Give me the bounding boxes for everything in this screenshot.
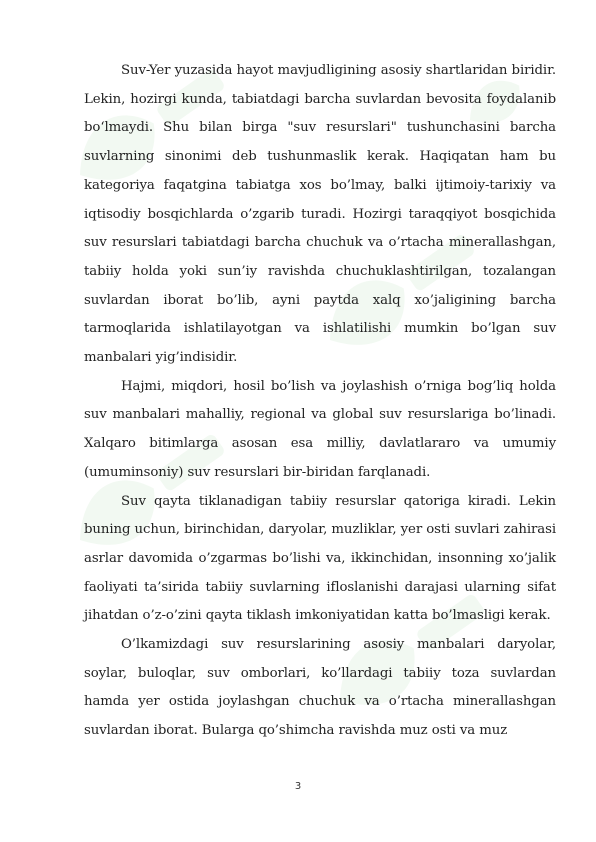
page-number: 3	[294, 781, 302, 792]
paragraph-4: O’lkamizdagi suv resurslarining asosiy manbalari daryolar, soylar, buloqlar, suv omborlari, ko’llardagi tabiiy toza suvlardan hamda yer ostida joylashgan chuchuk va o’rtacha minerallashgan suvlardan iborat. Bularga qo’shimcha ravishda muz osti va muz	[84, 637, 556, 739]
paragraph-3: Suv qayta tiklanadigan tabiiy resurslar qatoriga kiradi. Lekin buning uchun, birinchidan, daryolar, muzliklar, yer osti suvlari zahirasi asrlar davomida o’zgarmas bo’lishi va, ikkinchidan, insonning xo’jalik faoliyati ta’sirida tabiiy suvlarning ifloslanishi darajasi ularning sifat jihatdan o’z-o’zini qayta tiklash imkoniyatidan katta bo’lmasligi kerak.	[84, 493, 556, 624]
document-body	[84, 57, 556, 746]
paragraph-1: Suv-Yer yuzasida hayot mavjudligining asosiy shartlaridan biridir. Lekin, hozirgi kunda, tabiatdagi barcha suvlardan bevosita foydalanib bo‘lmaydi. Shu bilan birga "suv resurslari" tushunchasini barcha suvlarning sinonimi deb tushunmaslik kerak. Haqiqatan ham bu kategoriya faqatgina tabiatga xos bo’lmay, balki ijtimoiy-tarixiy va iqtisodiy bosqichlarda o’zgarib turadi. Hozirgi taraqqiyot bosqichida suv resurslari tabiatdagi barcha chuchuk va o’rtacha minerallashgan, tabiiy holda yoki sun’iy ravishda chuchuklashtirilgan, tozalangan suvlardan iborat bo’lib, ayni paytda xalq xo’jaligining barcha tarmoqlarida ishlatilayotgan va ishlatilishi mumkin bo’lgan suv manbalari yig’indisidir.	[84, 63, 556, 366]
paragraph-2: Hajmi, miqdori, hosil bo’lish va joylashish o’rniga bog’liq holda suv manbalari mahalliy, regional va global suv resurslariga bo’linadi. Xalqaro bitimlarga asosan esa milliy, davlatlararo va umumiy (umuminsoniy) suv resurslari bir-biridan farqlanadi.	[84, 378, 556, 480]
